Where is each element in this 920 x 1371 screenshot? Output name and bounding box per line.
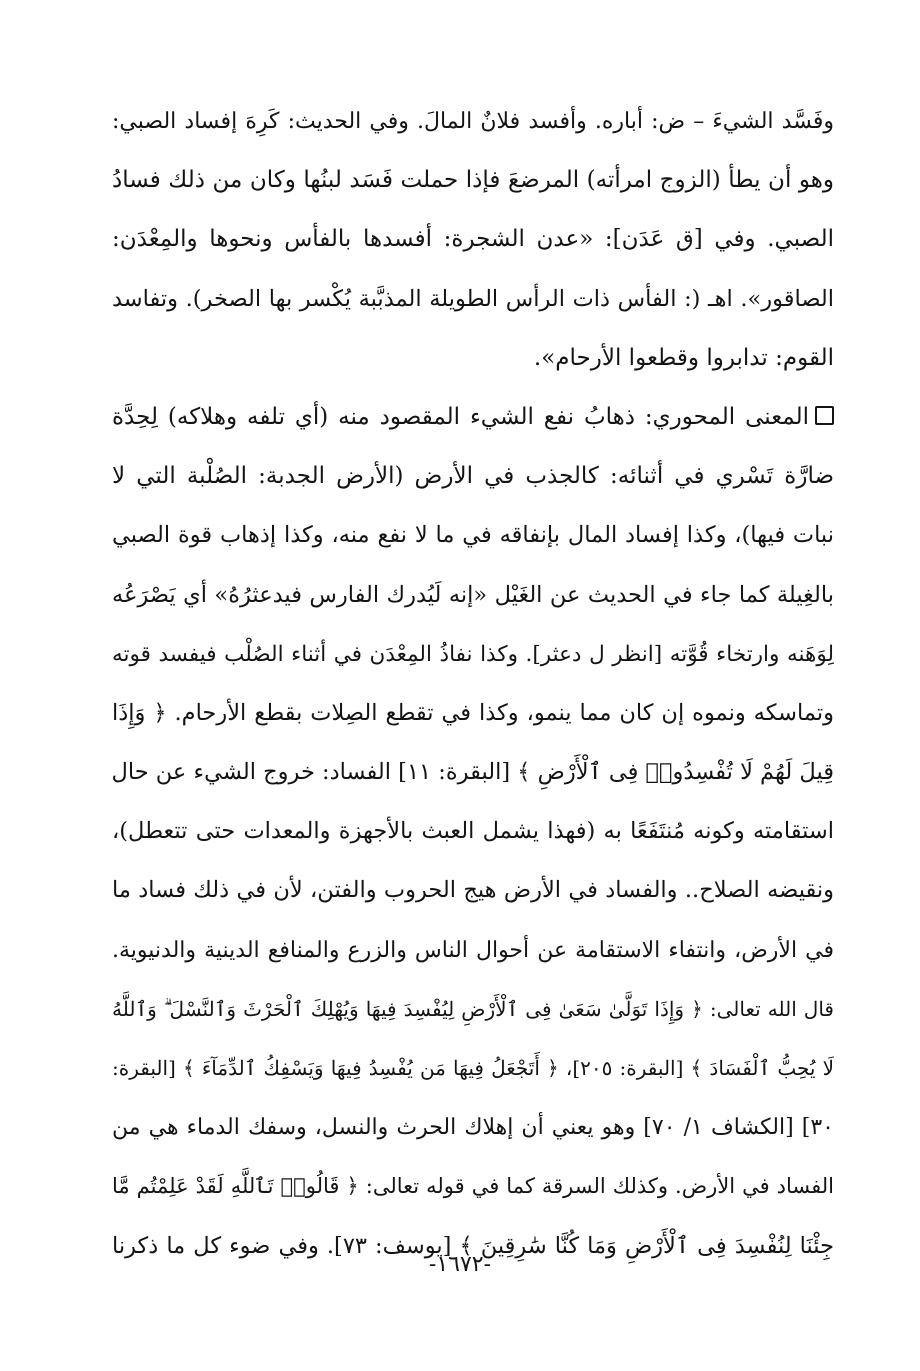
text-line: ونقيضه الصلاح.. والفساد في الأرض هيج الحروب والفتن، لأن في ذلك فساد ما bbox=[112, 877, 834, 904]
text-line bbox=[112, 388, 834, 447]
text-line: القوم: تدابروا وقطعوا الأرحام». bbox=[533, 344, 834, 371]
text-line: الفساد في الأرض. وكذلك السرقة كما في قوله تعالى: ﴿ قَالُوا۟ تَٱللَّهِ لَقَدْ عَلِمْتُم مَّا bbox=[112, 1174, 834, 1199]
text-line: وتماسكه ونموه إن كان مما ينمو، وكذا في تقطع الصِلات بقطع الأرحام. ﴿ وَإِذَا bbox=[112, 699, 834, 726]
text-line: ٣٠] [الكشاف ١/ ٧٠] وهو يعني أن إهلاك الحرث والنسل، وسفك الدماء هي من bbox=[112, 1115, 834, 1141]
square-bullet-icon bbox=[815, 406, 834, 425]
text-line: الصبي. وفي [ق عَدَن]: «عدن الشجرة: أفسدها بالفأس ونحوها والمِعْدَن: bbox=[112, 226, 834, 253]
text-line: وفَسَّد الشيءَ – ض: أباره. وأفسد فلانٌ المالَ. وفي الحديث: كَرِهَ إفساد الصبي: bbox=[112, 109, 834, 134]
text-line: ضارَّة تَسْري في أثنائه: كالجذب في الأرض (الأرض الجدبة: الصُلْبة التي لا bbox=[112, 463, 834, 490]
text-line: لَا يُحِبُّ ٱلْفَسَادَ ﴾ [البقرة: ٢٠٥]، ﴿ أَتَجْعَلُ فِيهَا مَن يُفْسِدُ فِيهَا وَيَسْفِكُ ٱلدِّمَآءَ ﴾ [البقرة: bbox=[112, 1056, 834, 1080]
text-line: وهو أن يطأ (الزوج امرأته) المرضعَ فإذا حملت فَسَد لبنُها وكان من ذلك فسادُ bbox=[112, 167, 834, 194]
text-line: في الأرض، وانتفاء الاستقامة عن أحوال الناس والزرع والمنافع الدينية والدنيوية. bbox=[112, 937, 834, 963]
page-number: -١٦٧٢- bbox=[428, 1252, 492, 1277]
text-line: قال الله تعالى: ﴿ وَإِذَا تَوَلَّىٰ سَعَىٰ فِى ٱلْأَرْضِ لِيُفْسِدَ فِيهَا وَيُهْلِكَ ٱلْحَرْثَ وَٱلنَّسْلَ ۗ وَٱللَّهُ bbox=[112, 996, 834, 1021]
text-line: لِوَهَنه وارتخاء قُوَّته [انظر ل دعثر]. وكذا نفاذُ المِعْدَن في أثناء الصُلْب فيفسد قوته bbox=[112, 641, 834, 667]
text-line: نبات فيها)، وكذا إفساد المال بإنفاقه في ما لا نفع منه، وكذا إذهاب قوة الصبي bbox=[112, 522, 834, 549]
central-meaning-text: المعنى المحوري: ذهابُ نفع الشيء المقصود منه (أي تلفه وهلاكه) لِحِدَّة bbox=[112, 403, 809, 430]
body-text bbox=[112, 92, 834, 1276]
text-line: استقامته وكونه مُنتَفَعًا به (فهذا يشمل العبث بالأجهزة والمعدات حتى تتعطل)، bbox=[112, 818, 834, 845]
text-line: الصاقور». اهـ (: الفأس ذات الرأس الطويلة المذبَّبة يُكْسر بها الصخر). وتفاسد bbox=[112, 285, 834, 312]
text-line: بالغِيلة كما جاء في الحديث عن الغَيْل «إنه لَيُدرك الفارس فيدعثرُهُ» أي يَصْرَعُه bbox=[112, 581, 834, 608]
text-line: جِئْنَا لِنُفْسِدَ فِى ٱلْأَرْضِ وَمَا كُنَّا سَٰرِقِينَ ﴾ [يوسف: ٧٣]. وفي ضوء كل ما ذكرنا bbox=[112, 1232, 834, 1259]
text-line: قِيلَ لَهُمْ لَا تُفْسِدُوا۟ فِى ٱلْأَرْضِ ﴾ [البقرة: ١١] الفساد: خروج الشيء عن حال bbox=[112, 759, 834, 786]
